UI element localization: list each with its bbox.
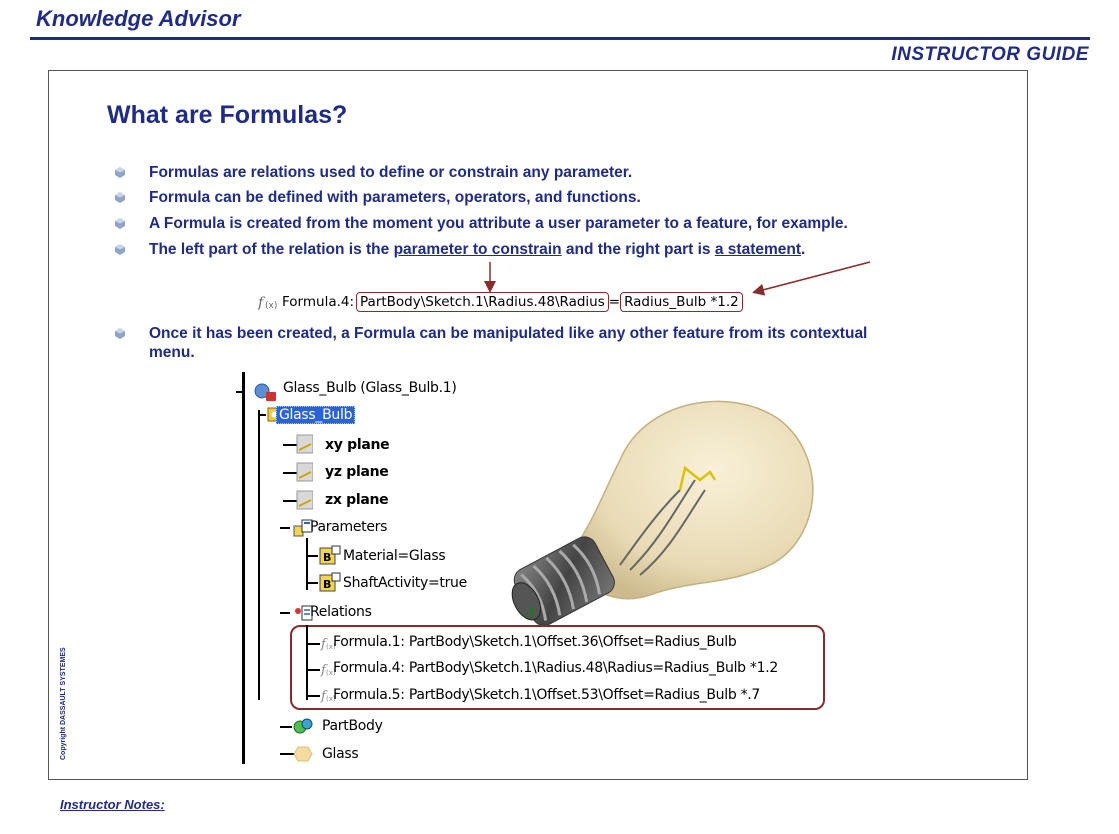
- tree-parameters-label[interactable]: Parameters: [310, 519, 388, 535]
- bullet-item: [115, 324, 975, 362]
- tree-branch-line: [258, 410, 260, 700]
- tree-trunk-line: [242, 372, 245, 764]
- tree-formula-item[interactable]: Formula.5: PartBody\Sketch.1\Offset.53\Offset=Radius_Bulb *.7: [333, 687, 761, 703]
- parameter-phrase: parameter to constrain: [393, 241, 562, 258]
- tree-plane-label[interactable]: zx plane: [325, 492, 389, 508]
- svg-text:B: B: [323, 551, 332, 564]
- svg-text:(x): (x): [326, 669, 336, 677]
- plane-icon: [283, 488, 313, 512]
- tree-relations-label[interactable]: Relations: [310, 604, 372, 620]
- tree-param-item[interactable]: Material=Glass: [343, 548, 446, 564]
- instructor-notes-label: Instructor Notes:: [60, 797, 165, 812]
- tree-formula-item[interactable]: Formula.1: PartBody\Sketch.1\Offset.36\Offset=Radius_Bulb: [333, 634, 737, 650]
- svg-text:(x): (x): [326, 643, 336, 651]
- formula-right-box: Radius_Bulb *1.2: [620, 292, 743, 312]
- bullet-text: A Formula is created from the moment you attribute a user parameter to a feature, for example.: [149, 215, 848, 232]
- partbody-icon: [280, 716, 320, 738]
- formula-equals: =: [608, 294, 621, 310]
- tree-material-label[interactable]: Glass: [322, 746, 359, 762]
- tree-partbody-label[interactable]: PartBody: [322, 718, 383, 734]
- formula-icon: [306, 686, 336, 706]
- tree-param-item[interactable]: ShaftActivity=true: [343, 575, 467, 591]
- bullet-text: Formula can be defined with parameters, operators, and functions.: [149, 189, 641, 206]
- tree-formula-item[interactable]: Formula.4: PartBody\Sketch.1\Radius.48\Radius=Radius_Bulb *1.2: [333, 660, 778, 676]
- arrow-to-right-box: [755, 262, 870, 292]
- svg-text:⚓: ⚓: [525, 606, 538, 622]
- svg-text:f: f: [321, 689, 326, 704]
- document-header-title: Knowledge Advisor: [36, 6, 241, 31]
- tree-plane-label[interactable]: xy plane: [325, 437, 390, 453]
- tree-root-label[interactable]: Glass_Bulb (Glass_Bulb.1): [283, 380, 457, 396]
- product-icon: [236, 382, 284, 402]
- bullet-text: The left part of the relation is the parameter to constrain and the right part is a statement.: [149, 241, 806, 258]
- bullet-text: Once it has been created, a Formula can be manipulated like any other feature from its contextual menu.: [149, 325, 868, 361]
- formula-name: Formula.4:: [282, 294, 355, 310]
- formula-icon: [306, 660, 336, 680]
- slide-title: What are Formulas?: [107, 101, 348, 129]
- tree-part-label[interactable]: Glass_Bulb: [276, 406, 355, 424]
- light-bulb-image: [470, 380, 840, 640]
- svg-text:f: f: [321, 637, 326, 652]
- svg-text:(x): (x): [265, 301, 278, 311]
- plane-icon: [283, 432, 313, 456]
- instructor-guide-label: INSTRUCTOR GUIDE: [891, 44, 1089, 65]
- material-icon: [280, 744, 320, 764]
- svg-text:(x): (x): [326, 695, 336, 703]
- plane-icon: [283, 460, 313, 484]
- svg-text:f: f: [321, 663, 326, 678]
- formula-left-box: PartBody\Sketch.1\Radius.48\Radius: [356, 292, 609, 312]
- formula-icon: [306, 634, 336, 654]
- svg-text:f: f: [258, 295, 264, 311]
- bullet-icon: [115, 328, 125, 339]
- statement-phrase: a statement: [714, 241, 802, 258]
- bullet-text: Formulas are relations used to define or constrain any parameter.: [149, 164, 633, 181]
- param-icon: [306, 545, 346, 567]
- copyright-text: Copyright DASSAULT SYSTEMES: [60, 647, 67, 760]
- svg-text:B: B: [323, 578, 332, 591]
- param-icon: [306, 572, 346, 594]
- tree-plane-label[interactable]: yz plane: [325, 464, 389, 480]
